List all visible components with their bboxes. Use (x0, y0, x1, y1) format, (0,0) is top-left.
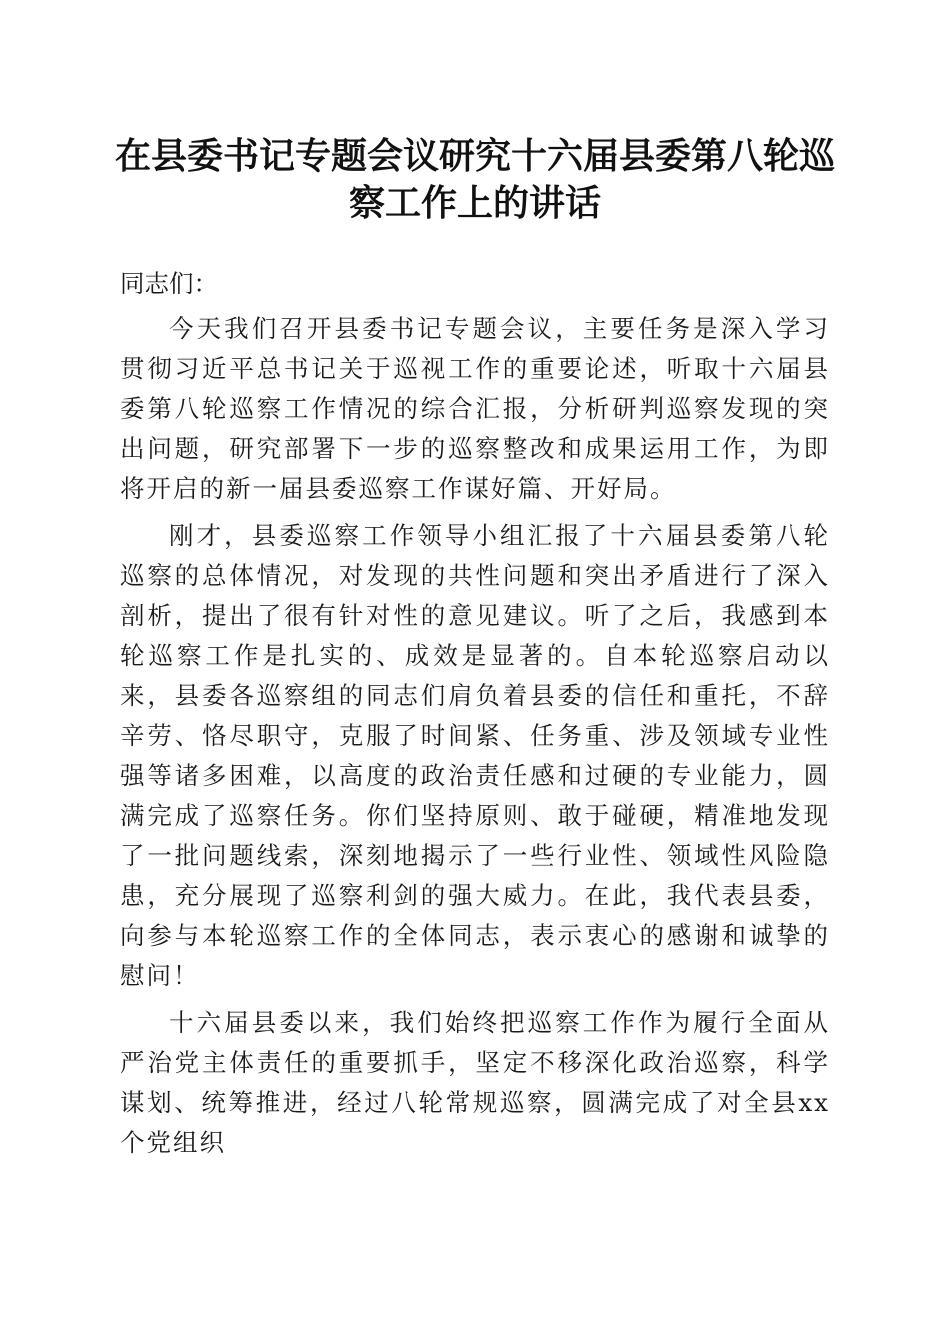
document-body (120, 254, 830, 1163)
paragraph-3: 十六届县委以来，我们始终把巡察工作作为履行全面从严治党主体责任的重要抓手，坚定不移深化政治巡察，科学谋划、统筹推进，经过八轮常规巡察，圆满完成了对全县xx个党组织 (120, 1008, 830, 1157)
paragraph-2: 刚才，县委巡察工作领导小组汇报了十六届县委第八轮巡察的总体情况，对发现的共性问题和突出矛盾进行了深入剖析，提出了很有针对性的意见建议。听了之后，我感到本轮巡察工作是扎实的、成效是显著的。自本轮巡察启动以来，县委各巡察组的同志们肩负着县委的信任和重托，不辞辛劳、恪尽职守，克服了时间紧、任务重、涉及领域专业性强等诸多困难，以高度的政治责任感和过硬的专业能力，圆满完成了巡察任务。你们坚持原则、敢于碰硬，精准地发现了一批问题线索，深刻地揭示了一些行业性、领域性风险隐患，充分展现了巡察利剑的强大威力。在此，我代表县委，向参与本轮巡察工作的全体同志，表示衷心的感谢和诚挚的慰问！ (120, 521, 830, 990)
document-title: 在县委书记专题会议研究十六届县委第八轮巡察工作上的讲话 (114, 135, 835, 224)
paragraph-1: 今天我们召开县委书记专题会议，主要任务是深入学习贯彻习近平总书记关于巡视工作的重要论述，听取十六届县委第八轮巡察工作情况的综合汇报，分析研判巡察发现的突出问题，研究部署下一步的巡察整改和成果运用工作，为即将开启的新一届县委巡察工作谋好篇、开好局。 (120, 314, 830, 503)
salutation: 同志们： (120, 269, 218, 298)
